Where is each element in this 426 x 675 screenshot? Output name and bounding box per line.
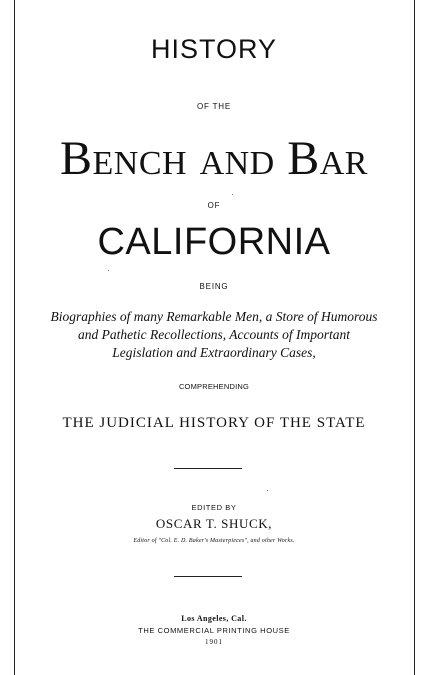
title-of: OF [207, 201, 221, 210]
title-california: CALIFORNIA [97, 221, 331, 263]
description-line-3: Legislation and Extraordinary Cases, [112, 345, 316, 360]
scan-speck [108, 270, 109, 271]
title-history: HISTORY [150, 34, 278, 64]
divider-rule-upper [174, 468, 242, 469]
subject-line: THE JUDICIAL HISTORY OF THE STATE [62, 415, 366, 431]
edited-by-label: EDITED BY [191, 503, 237, 512]
scan-speck [267, 490, 268, 491]
divider-rule-lower [174, 576, 242, 577]
description-line-1: Biographies of many Remarkable Men, a Store of Humorous [50, 309, 378, 324]
title-of-the: OF THE [197, 102, 231, 111]
title-bench-and-bar: Bench and Bar [60, 132, 368, 185]
comprehending-label: COMPREHENDING [178, 382, 250, 391]
imprint-year: 1901 [205, 638, 223, 646]
scan-speck [232, 194, 233, 195]
imprint-publisher: THE COMMERCIAL PRINTING HOUSE [138, 626, 290, 635]
being-label: BEING [199, 282, 229, 291]
imprint-city: Los Angeles, Cal. [181, 614, 247, 623]
description-line-2: and Pathetic Recollections, Accounts of Important [78, 327, 350, 342]
author-note: Editor of "Col. E. D. Baker's Masterpieces", and other Works. [133, 538, 295, 544]
page-right-edge [414, 0, 415, 675]
author-name: OSCAR T. SHUCK, [155, 516, 273, 531]
